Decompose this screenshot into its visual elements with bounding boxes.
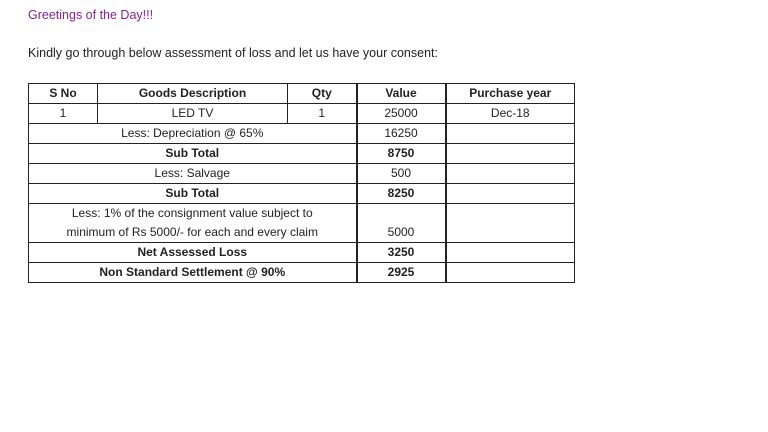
net-loss-label: Net Assessed Loss (29, 243, 357, 263)
cell-value: 25000 (357, 104, 446, 124)
salvage-label: Less: Salvage (29, 164, 357, 184)
header-purchase-year: Purchase year (446, 84, 575, 104)
header-qty: Qty (288, 84, 357, 104)
settlement-label: Non Standard Settlement @ 90% (29, 263, 357, 283)
table-row-subtotal-1 (29, 144, 575, 164)
subtotal-2-year-empty (446, 184, 575, 204)
table-row-depreciation (29, 124, 575, 144)
cell-qty: 1 (288, 104, 357, 124)
greeting-text: Greetings of the Day!!! (28, 8, 154, 22)
cell-goods: LED TV (98, 104, 288, 124)
table-row-item (29, 104, 575, 124)
subtotal-2-value: 8250 (357, 184, 446, 204)
consignment-label-line-1: Less: 1% of the consignment value subject to (71, 206, 313, 220)
salvage-year-empty (446, 164, 575, 184)
table-row-consignment (29, 204, 575, 243)
consignment-label-line-2: minimum of Rs 5000/- for each and every claim (66, 225, 318, 239)
settlement-value: 2925 (357, 263, 446, 283)
consignment-year-empty (446, 204, 575, 243)
depreciation-year-empty (446, 124, 575, 144)
table-row-net-loss (29, 243, 575, 263)
table-row-subtotal-2 (29, 184, 575, 204)
cell-purchase-year: Dec-18 (446, 104, 575, 124)
depreciation-label: Less: Depreciation @ 65% (29, 124, 357, 144)
subtotal-1-label: Sub Total (29, 144, 357, 164)
subtotal-2-label: Sub Total (29, 184, 357, 204)
intro-text: Kindly go through below assessment of loss and let us have your consent: (28, 46, 438, 60)
net-loss-value: 3250 (357, 243, 446, 263)
depreciation-value: 16250 (357, 124, 446, 144)
net-loss-year-empty (446, 243, 575, 263)
loss-assessment-table (28, 83, 575, 283)
subtotal-1-year-empty (446, 144, 575, 164)
salvage-value: 500 (357, 164, 446, 184)
header-value: Value (357, 84, 446, 104)
consignment-value: 5000 (357, 204, 446, 243)
header-goods-description: Goods Description (98, 84, 288, 104)
cell-sno: 1 (29, 104, 98, 124)
header-sno: S No (29, 84, 98, 104)
consignment-label (29, 204, 357, 243)
table-header-row (29, 84, 575, 104)
subtotal-1-value: 8750 (357, 144, 446, 164)
settlement-year-empty (446, 263, 575, 283)
table-row-settlement (29, 263, 575, 283)
table-row-salvage (29, 164, 575, 184)
